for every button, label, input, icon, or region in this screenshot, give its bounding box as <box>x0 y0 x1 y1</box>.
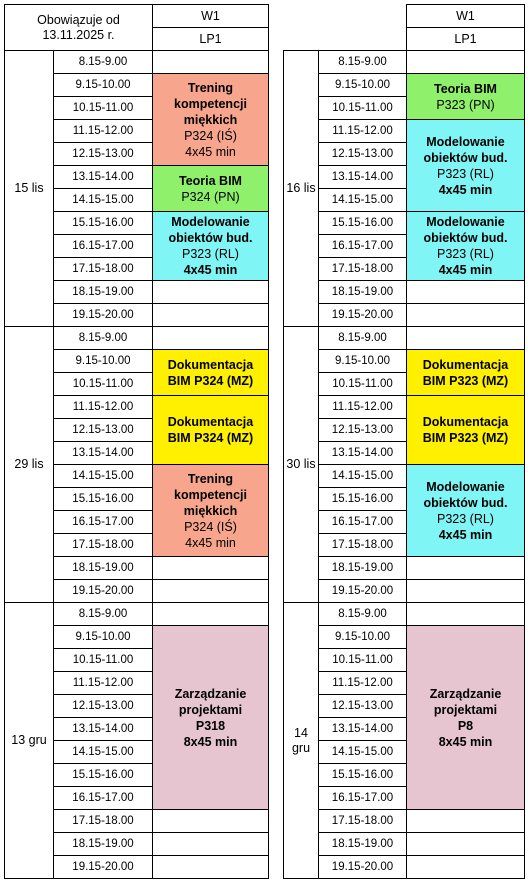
time-slot-left: 12.15-13.00 <box>53 418 153 442</box>
class-block-line: obiektów bud. <box>168 231 253 245</box>
class-block-line: Dokumentacja <box>167 415 254 429</box>
time-slot-left: 9.15-10.00 <box>53 625 153 649</box>
class-block-line: Dokumentacja <box>167 357 254 372</box>
class-block-line: 4x45 min <box>438 182 493 197</box>
class-block-line: Modelowanie <box>171 215 250 229</box>
empty-slot-left <box>152 855 269 879</box>
time-slot-right: 10.15-11.00 <box>318 372 407 396</box>
time-slot-right: 9.15-10.00 <box>318 349 407 373</box>
time-slot-right: 11.15-12.00 <box>318 671 407 695</box>
time-slot-right: 13.15-14.00 <box>318 165 407 189</box>
time-slot-left: 14.15-15.00 <box>53 464 153 488</box>
time-slot-left: 15.15-16.00 <box>53 487 153 511</box>
class-block-left <box>152 73 269 166</box>
time-slot-right: 12.15-13.00 <box>318 142 407 166</box>
time-slot-left: 15.15-16.00 <box>53 763 153 787</box>
time-slot-left: 14.15-15.00 <box>53 740 153 764</box>
time-slot-left: 13.15-14.00 <box>53 717 153 741</box>
empty-slot-right <box>406 832 525 856</box>
class-block-line: miękkich <box>183 503 238 518</box>
class-block-line: 4x45 min <box>185 535 236 550</box>
time-slot-left: 19.15-20.00 <box>53 855 153 879</box>
class-block-line: projektami <box>433 702 498 717</box>
day-label-right: 30 lis <box>283 326 319 603</box>
class-block-line: obiektów bud. <box>423 150 508 165</box>
time-slot-right: 16.15-17.00 <box>318 234 407 258</box>
time-slot-left: 12.15-13.00 <box>53 142 153 166</box>
time-slot-left: 16.15-17.00 <box>53 510 153 534</box>
time-slot-left: 8.15-9.00 <box>53 602 153 626</box>
class-block-line: Dokumentacja <box>422 415 509 429</box>
time-slot-left: 10.15-11.00 <box>53 96 153 120</box>
class-block-line: 4x45 min <box>183 263 238 277</box>
time-slot-right: 14.15-15.00 <box>318 464 407 488</box>
empty-slot-right <box>406 579 525 603</box>
schedule-table <box>4 4 524 877</box>
class-block-right <box>406 349 525 396</box>
header-gap <box>269 4 406 50</box>
group-header-right: W1 <box>406 4 525 28</box>
class-block-line: Trening <box>187 471 234 486</box>
time-slot-right: 15.15-16.00 <box>318 487 407 511</box>
class-block-line: 4x45 min <box>438 527 493 542</box>
time-slot-left: 19.15-20.00 <box>53 303 153 327</box>
time-slot-right: 9.15-10.00 <box>318 625 407 649</box>
empty-slot-right <box>406 50 525 74</box>
class-block-left <box>152 211 269 281</box>
time-slot-left: 16.15-17.00 <box>53 786 153 810</box>
time-slot-right: 10.15-11.00 <box>318 96 407 120</box>
time-slot-left: 13.15-14.00 <box>53 441 153 465</box>
time-slot-left: 8.15-9.00 <box>53 50 153 74</box>
empty-slot-left <box>152 832 269 856</box>
empty-slot-right <box>406 280 525 304</box>
time-slot-left: 13.15-14.00 <box>53 165 153 189</box>
class-block-line: BIM P324 (MZ) <box>167 373 254 388</box>
class-block-line: P8 <box>457 718 474 733</box>
time-slot-right: 18.15-19.00 <box>318 280 407 304</box>
class-block-line: miękkich <box>183 112 238 127</box>
class-block-right <box>406 464 525 557</box>
time-slot-right: 14.15-15.00 <box>318 188 407 212</box>
class-block-line: Trening <box>187 80 234 95</box>
class-block-line: projektami <box>178 702 243 717</box>
time-slot-right: 16.15-17.00 <box>318 510 407 534</box>
time-slot-right: 11.15-12.00 <box>318 119 407 143</box>
group-header-left: W1 <box>152 4 269 28</box>
day-label-left: 29 lis <box>4 326 54 603</box>
class-block-line: Modelowanie <box>426 479 505 494</box>
empty-slot-right <box>406 809 525 833</box>
day-label-left: 15 lis <box>4 50 54 327</box>
class-block-line: 4x45 min <box>438 263 493 277</box>
class-block-line: Zarządzanie <box>429 686 502 701</box>
time-slot-left: 15.15-16.00 <box>53 211 153 235</box>
class-block-line: kompetencji <box>174 96 247 111</box>
time-slot-left: 8.15-9.00 <box>53 326 153 350</box>
class-block-line: P323 (RL) <box>437 166 494 181</box>
day-label-right: 14 gru <box>283 602 319 879</box>
empty-slot-left <box>152 303 269 327</box>
empty-slot-left <box>152 579 269 603</box>
class-block-line: 8x45 min <box>183 734 238 749</box>
time-slot-left: 11.15-12.00 <box>53 395 153 419</box>
time-slot-right: 17.15-18.00 <box>318 257 407 281</box>
time-slot-right: 19.15-20.00 <box>318 579 407 603</box>
time-slot-left: 9.15-10.00 <box>53 73 153 97</box>
time-slot-left: 14.15-15.00 <box>53 188 153 212</box>
class-block-line: BIM P323 (MZ) <box>422 431 509 445</box>
class-block-line: 4x45 min <box>185 144 236 159</box>
time-slot-right: 8.15-9.00 <box>318 326 407 350</box>
time-slot-left: 11.15-12.00 <box>53 671 153 695</box>
time-slot-right: 16.15-17.00 <box>318 786 407 810</box>
time-slot-left: 18.15-19.00 <box>53 832 153 856</box>
empty-slot-right <box>406 602 525 626</box>
time-slot-left: 16.15-17.00 <box>53 234 153 258</box>
empty-slot-left <box>152 326 269 350</box>
empty-slot-right <box>406 556 525 580</box>
class-block-line: Zarządzanie <box>174 686 247 701</box>
time-slot-right: 8.15-9.00 <box>318 50 407 74</box>
class-block-line: Teoria BIM <box>434 81 497 96</box>
empty-slot-left <box>152 556 269 580</box>
class-block-left <box>152 464 269 557</box>
class-block-line: P324 (PN) <box>181 189 240 204</box>
time-slot-left: 17.15-18.00 <box>53 533 153 557</box>
class-block-left <box>152 625 269 810</box>
time-slot-right: 15.15-16.00 <box>318 763 407 787</box>
empty-slot-left <box>152 50 269 74</box>
empty-slot-left <box>152 280 269 304</box>
time-slot-right: 8.15-9.00 <box>318 602 407 626</box>
class-block-line: P318 <box>195 718 226 733</box>
time-slot-right: 9.15-10.00 <box>318 73 407 97</box>
class-block-line: obiektów bud. <box>423 495 508 510</box>
valid-from-label: Obowiązuje od <box>37 12 120 27</box>
valid-from-date: 13.11.2025 r. <box>42 27 115 42</box>
time-slot-right: 15.15-16.00 <box>318 211 407 235</box>
day-label-left: 13 gru <box>4 602 54 879</box>
class-block-line: Teoria BIM <box>179 173 242 188</box>
time-slot-right: 11.15-12.00 <box>318 395 407 419</box>
time-slot-right: 13.15-14.00 <box>318 441 407 465</box>
time-slot-left: 9.15-10.00 <box>53 349 153 373</box>
time-slot-right: 19.15-20.00 <box>318 303 407 327</box>
class-block-line: obiektów bud. <box>423 231 508 245</box>
time-slot-left: 18.15-19.00 <box>53 556 153 580</box>
time-slot-left: 11.15-12.00 <box>53 119 153 143</box>
class-block-line: Dokumentacja <box>422 357 509 372</box>
class-block-line: BIM P324 (MZ) <box>167 431 254 445</box>
class-block-line: Modelowanie <box>426 134 505 149</box>
time-slot-right: 18.15-19.00 <box>318 556 407 580</box>
time-slot-left: 12.15-13.00 <box>53 694 153 718</box>
class-block-right <box>406 395 525 465</box>
class-block-right <box>406 73 525 120</box>
class-block-line: Modelowanie <box>426 215 505 229</box>
class-block-left <box>152 349 269 396</box>
class-block-line: P323 (RL) <box>182 247 239 261</box>
empty-slot-right <box>406 855 525 879</box>
time-slot-left: 17.15-18.00 <box>53 257 153 281</box>
time-slot-right: 10.15-11.00 <box>318 648 407 672</box>
class-block-line: P324 (IŚ) <box>184 519 237 534</box>
class-block-right <box>406 625 525 810</box>
class-block-left <box>152 395 269 465</box>
class-block-line: P323 (RL) <box>437 247 494 261</box>
time-slot-right: 14.15-15.00 <box>318 740 407 764</box>
class-block-line: kompetencji <box>174 487 247 502</box>
class-block-left <box>152 165 269 212</box>
empty-slot-right <box>406 326 525 350</box>
time-slot-left: 17.15-18.00 <box>53 809 153 833</box>
empty-slot-left <box>152 602 269 626</box>
time-slot-right: 17.15-18.00 <box>318 533 407 557</box>
time-slot-left: 10.15-11.00 <box>53 648 153 672</box>
day-label-right: 16 lis <box>283 50 319 327</box>
time-slot-right: 12.15-13.00 <box>318 694 407 718</box>
class-block-line: P323 (RL) <box>437 511 494 526</box>
class-block-line: 8x45 min <box>438 734 493 749</box>
class-block-right <box>406 119 525 212</box>
class-block-right <box>406 211 525 281</box>
subgroup-header-right: LP1 <box>406 27 525 51</box>
subgroup-header-left: LP1 <box>152 27 269 51</box>
empty-slot-left <box>152 809 269 833</box>
time-slot-right: 13.15-14.00 <box>318 717 407 741</box>
time-slot-right: 19.15-20.00 <box>318 855 407 879</box>
time-slot-right: 12.15-13.00 <box>318 418 407 442</box>
time-slot-right: 18.15-19.00 <box>318 832 407 856</box>
empty-slot-right <box>406 303 525 327</box>
class-block-line: P324 (IŚ) <box>184 128 237 143</box>
class-block-line: BIM P323 (MZ) <box>422 373 509 388</box>
time-slot-right: 17.15-18.00 <box>318 809 407 833</box>
time-slot-left: 19.15-20.00 <box>53 579 153 603</box>
class-block-line: P323 (PN) <box>436 97 495 112</box>
valid-from-header <box>4 4 153 51</box>
time-slot-left: 10.15-11.00 <box>53 372 153 396</box>
time-slot-left: 18.15-19.00 <box>53 280 153 304</box>
